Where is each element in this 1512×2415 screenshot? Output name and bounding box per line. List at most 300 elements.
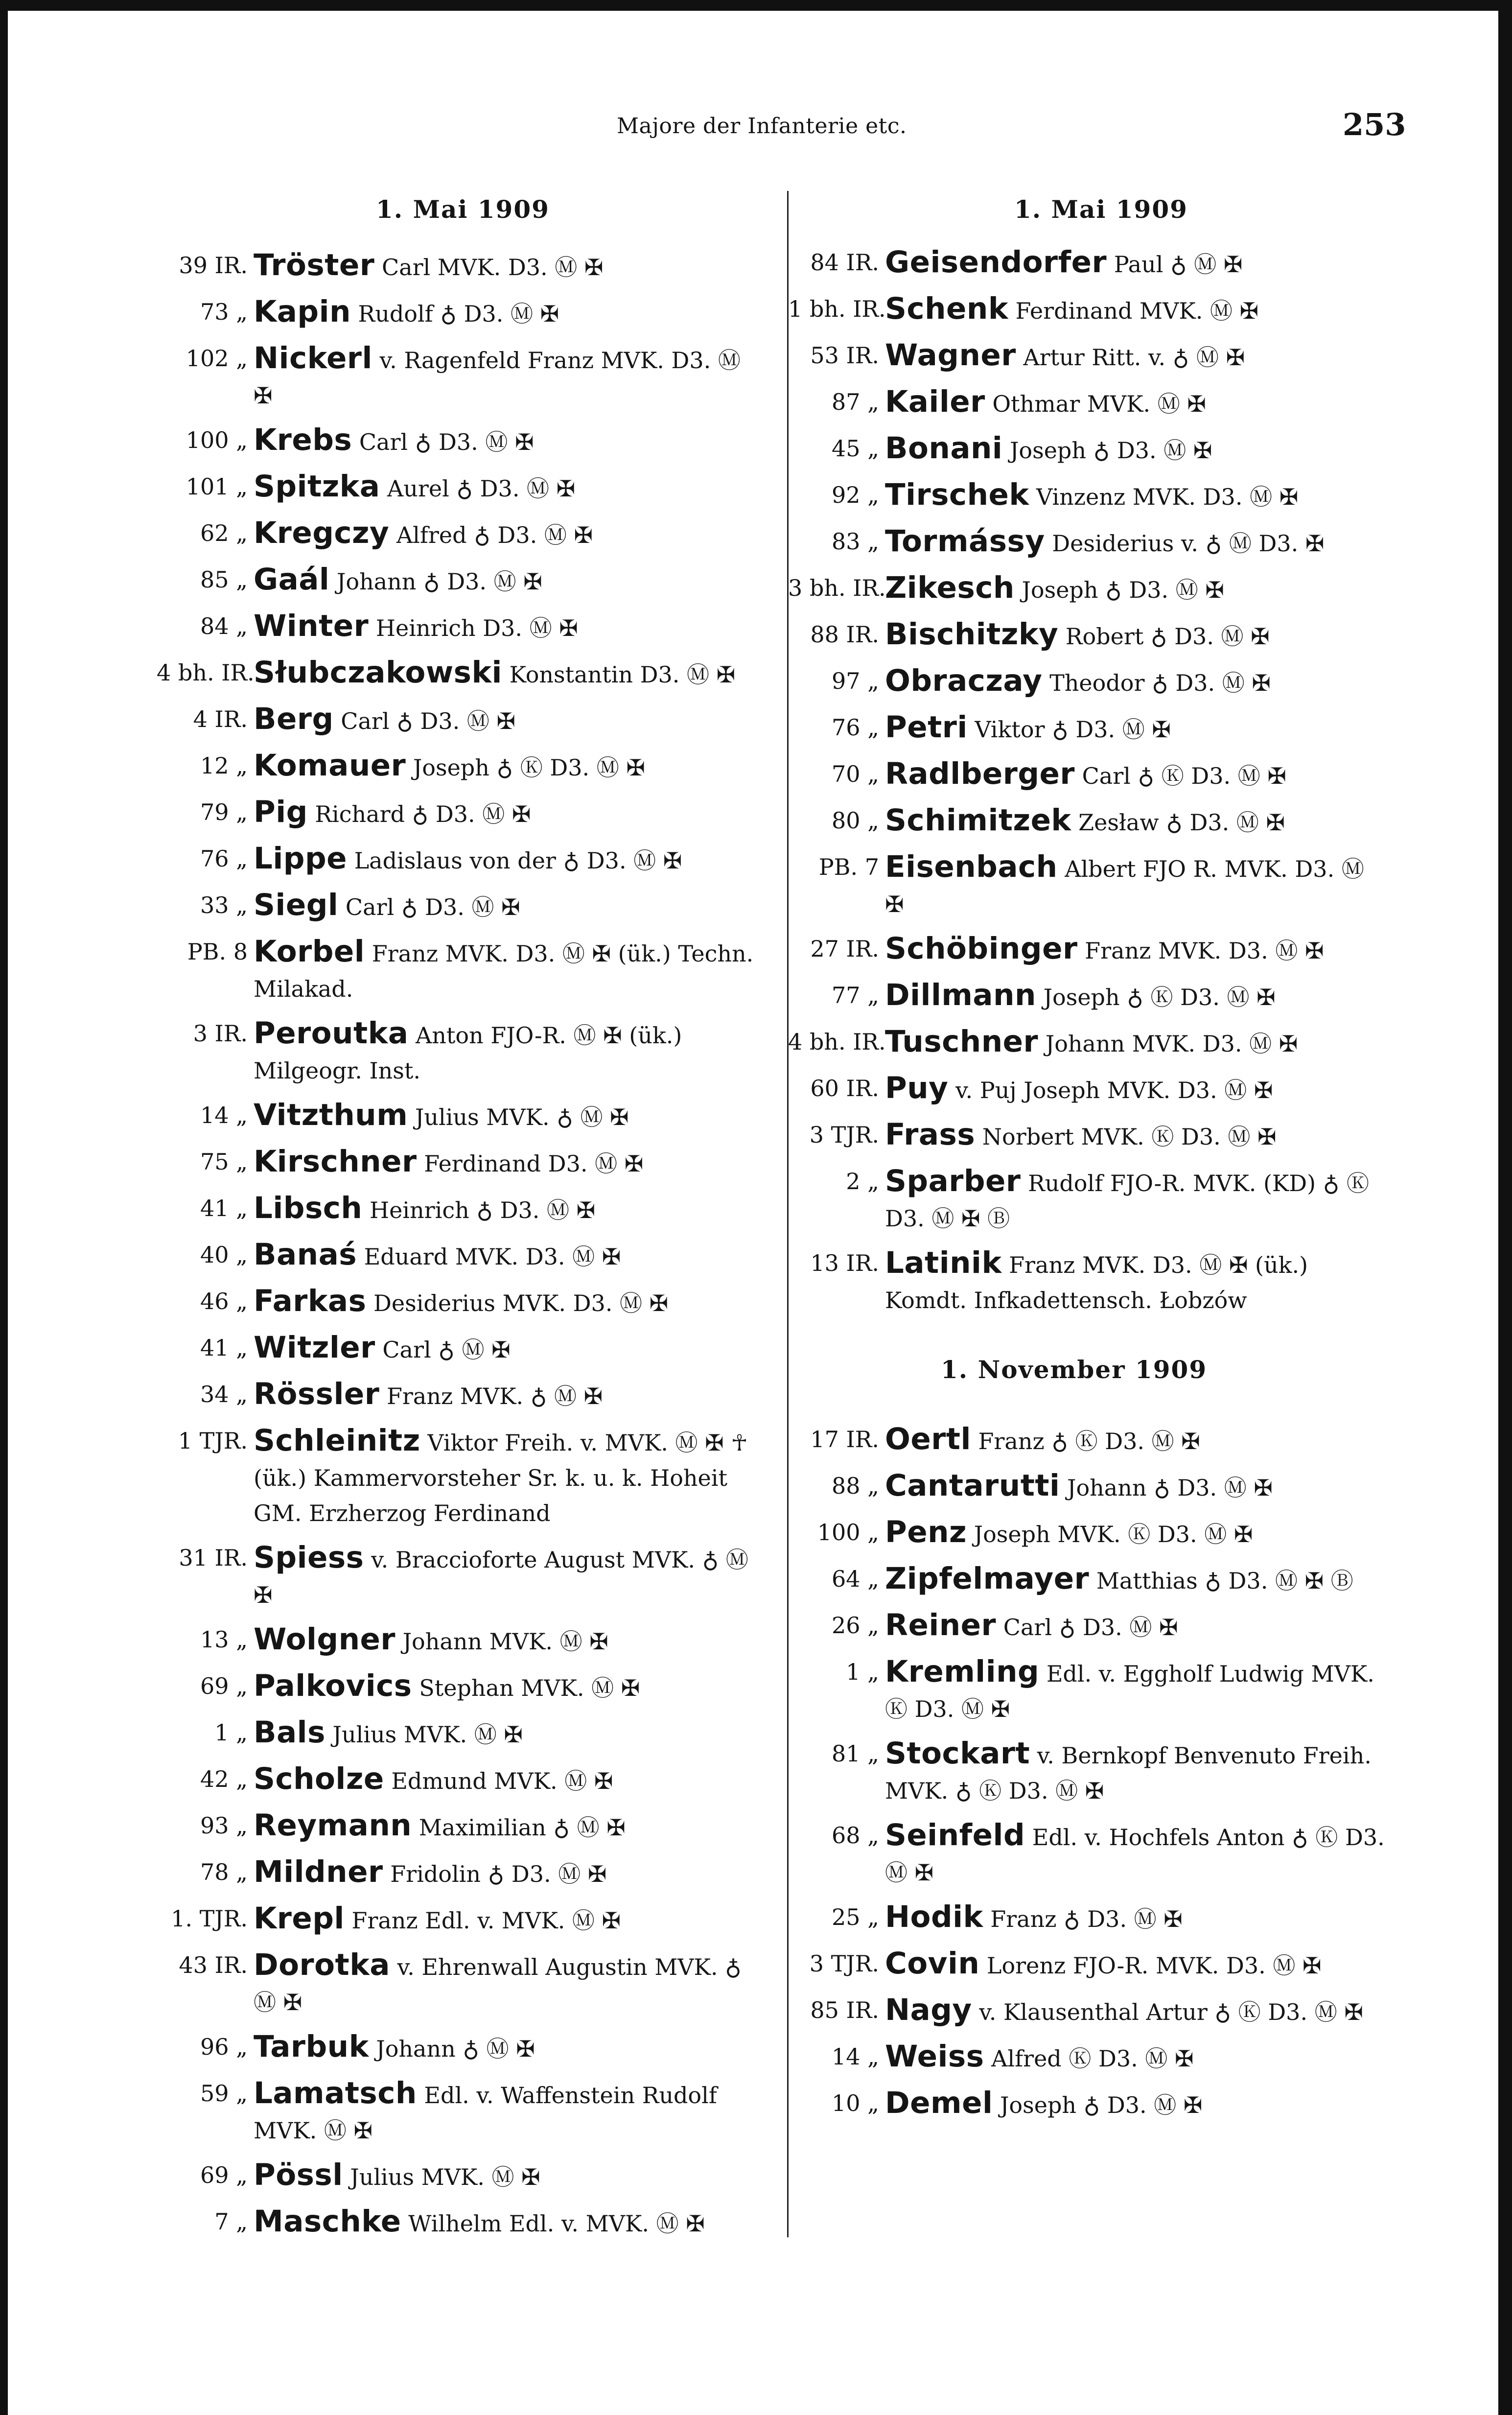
entry-text: [885, 1899, 1388, 1937]
officer-entry: [157, 1098, 766, 1135]
entry-text: [254, 1284, 766, 1321]
officer-entry: [157, 341, 766, 413]
officer-surname: Palkovics: [254, 1668, 412, 1703]
officer-surname: Siegl: [254, 888, 339, 922]
officer-entry: [157, 1423, 766, 1531]
entry-text: [254, 1715, 766, 1752]
unit-number: 101 „: [186, 473, 248, 500]
officer-details: Edl. v. Hochfels Anton ♁ Ⓚ D3. Ⓜ ✠: [885, 1824, 1385, 1886]
unit-number: 1. TJR.: [171, 1905, 248, 1932]
unit-number: 83 „: [832, 528, 879, 555]
unit-number: 43 IR.: [179, 1952, 248, 1978]
officer-surname: Tormássy: [885, 524, 1045, 559]
officer-surname: Kapin: [254, 294, 351, 329]
officer-entry: [788, 931, 1388, 968]
officer-entry: [157, 1622, 766, 1659]
entry-text: [254, 1144, 766, 1181]
entry-text: [885, 1736, 1388, 1808]
officer-details: Zesław ♁ D3. Ⓜ ✠: [1071, 809, 1285, 836]
entry-text: [885, 931, 1388, 968]
unit-number: 26 „: [832, 1612, 879, 1639]
officer-details: Joseph ♁ D3. Ⓜ ✠: [1002, 437, 1212, 464]
officer-details: Carl MVK. D3. Ⓜ ✠: [374, 254, 604, 281]
unit-number: 39 IR.: [179, 252, 248, 279]
page-number: 253: [1343, 107, 1406, 142]
officer-details: Johann ♁ D3. Ⓜ ✠: [1060, 1475, 1273, 1501]
officer-details: v. Klausenthal Artur ♁ Ⓚ D3. Ⓜ ✠: [972, 1999, 1363, 2025]
unit-number: 3 IR.: [193, 1020, 248, 1047]
officer-details: Joseph ♁ D3. Ⓜ ✠: [993, 2092, 1203, 2118]
officer-details: Heinrich D3. Ⓜ ✠: [369, 615, 578, 641]
officer-entry: [788, 756, 1388, 794]
entry-text: [254, 2204, 766, 2241]
unit-number: 76 „: [832, 714, 879, 741]
officer-details: v. Puj Joseph MVK. D3. Ⓜ ✠: [948, 1077, 1273, 1103]
officer-surname: Cantarutti: [885, 1468, 1060, 1503]
officer-entry: [788, 1736, 1388, 1808]
unit-number: 69 „: [200, 1673, 248, 1699]
officer-surname: Peroutka: [254, 1016, 409, 1051]
officer-entry: [788, 338, 1388, 375]
officer-surname: Korbel: [254, 934, 365, 969]
officer-surname: Libsch: [254, 1191, 363, 1225]
unit-number: 45 „: [832, 435, 879, 462]
officer-details: Julius MVK. Ⓜ ✠: [325, 1721, 523, 1748]
officer-surname: Kremling: [885, 1654, 1040, 1689]
entry-text: [254, 1901, 766, 1938]
entry-text: [254, 516, 766, 553]
officer-entry: [157, 248, 766, 285]
unit-number: 93 „: [200, 1812, 248, 1839]
unit-number: 41 „: [200, 1335, 248, 1361]
officer-surname: Penz: [885, 1515, 967, 1549]
unit-number: 77 „: [832, 982, 879, 1008]
unit-number: 84 IR.: [810, 249, 879, 276]
officer-surname: Schöbinger: [885, 931, 1078, 966]
officer-details: Ferdinand MVK. Ⓜ ✠: [1008, 298, 1259, 324]
unit-number: 59 „: [200, 2080, 248, 2107]
officer-entry: [788, 291, 1388, 328]
unit-number: 88 IR.: [810, 621, 879, 648]
officer-entry: [788, 1818, 1388, 1890]
officer-surname: Scholze: [254, 1761, 384, 1796]
unit-number: PB. 7: [818, 854, 879, 880]
officer-surname: Rössler: [254, 1377, 380, 1411]
officer-details: Eduard MVK. D3. Ⓜ ✠: [357, 1243, 621, 1270]
officer-details: Edl. v. Waffenstein Rudolf MVK. Ⓜ ✠: [254, 2082, 717, 2144]
unit-number: 80 „: [832, 807, 879, 834]
officer-details: Wilhelm Edl. v. MVK. Ⓜ ✠: [401, 2210, 705, 2237]
officer-surname: Mildner: [254, 1854, 383, 1889]
officer-details: Robert ♁ D3. Ⓜ ✠: [1058, 623, 1270, 650]
officer-entry: [788, 1024, 1388, 1061]
officer-entry: [157, 609, 766, 646]
officer-details: Norbert MVK. Ⓚ D3. Ⓜ ✠: [975, 1124, 1277, 1150]
unit-number: 68 „: [832, 1822, 879, 1849]
officer-entry: [157, 1901, 766, 1938]
entry-text: [254, 1540, 766, 1613]
officer-details: Desiderius v. ♁ Ⓜ D3. ✠: [1045, 530, 1325, 557]
entry-text: [254, 469, 766, 506]
officer-entry: [788, 803, 1388, 840]
officer-entry: [788, 849, 1388, 922]
officer-surname: Radlberger: [885, 756, 1075, 791]
officer-surname: Bonani: [885, 431, 1003, 466]
officer-entry: [157, 1330, 766, 1367]
officer-entry: [788, 524, 1388, 561]
unit-number: 10 „: [832, 2090, 879, 2116]
officer-entry: [788, 477, 1388, 515]
entry-text: [885, 1654, 1388, 1727]
officer-surname: Witzler: [254, 1330, 375, 1365]
officer-surname: Schleinitz: [254, 1423, 420, 1458]
officer-entry: [157, 1761, 766, 1799]
entry-text: [885, 291, 1388, 328]
unit-number: 12 „: [200, 752, 248, 779]
officer-surname: Spitzka: [254, 469, 380, 504]
officer-details: Carl ♁ Ⓜ ✠: [375, 1336, 511, 1363]
officer-details: Alfred ♁ D3. Ⓜ ✠: [389, 522, 593, 548]
unit-number: 46 „: [200, 1288, 248, 1314]
entry-text: [254, 655, 766, 692]
entry-text: [885, 338, 1388, 375]
entry-text: [254, 1237, 766, 1274]
november-list: [788, 1422, 1388, 2132]
unit-number: 92 „: [832, 482, 879, 508]
unit-number: 1 bh. IR.: [788, 296, 886, 322]
entry-text: [885, 710, 1388, 747]
unit-number: 2 „: [846, 1168, 879, 1195]
officer-surname: Eisenbach: [885, 849, 1058, 884]
officer-entry: [157, 1540, 766, 1613]
entry-text: [885, 756, 1388, 794]
officer-entry: [157, 1191, 766, 1228]
entry-text: [254, 1423, 766, 1531]
unit-number: 96 „: [200, 2034, 248, 2060]
officer-details: Franz MVK. D3. Ⓜ ✠ (ük.) Techn. Milakad.: [254, 940, 754, 1002]
officer-details: v. Braccioforte August MVK. ♁ Ⓜ ✠: [254, 1547, 748, 1608]
officer-entry: [157, 469, 766, 506]
unit-number: 27 IR.: [810, 936, 879, 962]
unit-number: 75 „: [200, 1149, 248, 1175]
officer-surname: Covin: [885, 1946, 980, 1981]
officer-surname: Pössl: [254, 2157, 343, 2192]
entry-text: [254, 248, 766, 285]
unit-number: 7 „: [214, 2208, 248, 2235]
entry-text: [885, 570, 1388, 608]
officer-details: v. Ragenfeld Franz MVK. D3. Ⓜ ✠: [254, 347, 741, 409]
unit-number: 4 bh. IR.: [788, 1029, 886, 1055]
unit-number: 1 „: [846, 1659, 879, 1685]
officer-surname: Kailer: [885, 384, 985, 419]
entry-text: [254, 748, 766, 785]
officer-entry: [788, 1608, 1388, 1645]
officer-entry: [157, 934, 766, 1007]
unit-number: 85 IR.: [810, 1997, 879, 2023]
officer-entry: [788, 1993, 1388, 2030]
unit-number: PB. 8: [187, 938, 248, 965]
officer-entry: [157, 748, 766, 785]
officer-entry: [788, 710, 1388, 747]
officer-surname: Petri: [885, 710, 968, 745]
entry-text: [254, 888, 766, 925]
entry-text: [885, 1245, 1388, 1318]
officer-surname: Farkas: [254, 1284, 367, 1318]
entry-text: [254, 294, 766, 331]
officer-entry: [157, 294, 766, 331]
running-title: Majore der Infanterie etc.: [617, 114, 907, 139]
unit-number: 69 „: [200, 2162, 248, 2188]
entry-text: [254, 1377, 766, 1414]
scan-border-top: [0, 0, 1512, 11]
officer-surname: Reymann: [254, 1808, 412, 1843]
officer-entry: [157, 2029, 766, 2066]
officer-surname: Tirschek: [885, 477, 1029, 512]
officer-details: Joseph ♁ Ⓚ D3. Ⓜ ✠: [1036, 984, 1276, 1010]
officer-details: Carl ♁ D3. Ⓜ ✠: [333, 708, 515, 734]
unit-number: 102 „: [186, 345, 248, 372]
unit-number: 73 „: [200, 299, 248, 325]
entry-text: [254, 1668, 766, 1706]
entry-text: [254, 609, 766, 646]
officer-entry: [157, 2076, 766, 2148]
officer-details: Johann ♁ Ⓜ ✠: [369, 2036, 535, 2062]
entry-text: [254, 562, 766, 599]
right-column-heading: 1. Mai 1909: [1014, 195, 1188, 224]
entry-text: [254, 1098, 766, 1135]
officer-surname: Krebs: [254, 422, 352, 457]
entry-text: [254, 2157, 766, 2195]
officer-entry: [788, 570, 1388, 608]
unit-number: 25 „: [832, 1904, 879, 1930]
entry-text: [885, 1164, 1388, 1236]
officer-entry: [157, 516, 766, 553]
entry-text: [885, 477, 1388, 515]
officer-entry: [157, 888, 766, 925]
officer-entry: [157, 655, 766, 692]
officer-details: Viktor Freih. v. MVK. Ⓜ ✠ ☥ (ük.) Kammervorsteher Sr. k. u. k. Hoheit GM. Erzherzog Ferdinand: [254, 1430, 748, 1526]
officer-entry: [157, 2157, 766, 2195]
officer-surname: Bischitzky: [885, 617, 1059, 652]
entry-text: [885, 1024, 1388, 1061]
entry-text: [254, 841, 766, 878]
officer-entry: [788, 1561, 1388, 1598]
unit-number: 1 TJR.: [178, 1428, 248, 1454]
entry-text: [885, 431, 1388, 468]
entry-text: [885, 663, 1388, 701]
unit-number: 14 „: [832, 2043, 879, 2070]
officer-details: Anton FJO-R. Ⓜ ✠ (ük.) Milgeogr. Inst.: [254, 1022, 682, 1084]
officer-details: Carl ♁ D3. Ⓜ ✠: [996, 1614, 1178, 1641]
unit-number: 17 IR.: [810, 1426, 879, 1453]
officer-entry: [157, 795, 766, 832]
entry-text: [254, 795, 766, 832]
officer-details: Franz Edl. v. MVK. Ⓜ ✠: [344, 1907, 621, 1934]
officer-surname: Puy: [885, 1071, 949, 1105]
unit-number: 4 IR.: [193, 706, 248, 732]
officer-surname: Obraczay: [885, 663, 1043, 698]
entry-text: [885, 1561, 1388, 1598]
officer-details: Ladislaus von der ♁ D3. Ⓜ ✠: [347, 847, 682, 874]
unit-number: 14 „: [200, 1102, 248, 1128]
officer-details: Othmar MVK. Ⓜ ✠: [985, 391, 1206, 417]
officer-details: Carl ♁ D3. Ⓜ ✠: [352, 429, 534, 455]
officer-surname: Schenk: [885, 291, 1008, 326]
officer-entry: [788, 1164, 1388, 1236]
unit-number: 13 „: [200, 1626, 248, 1653]
officer-surname: Pig: [254, 795, 308, 829]
officer-details: Carl ♁ Ⓚ D3. Ⓜ ✠: [1074, 763, 1286, 789]
officer-details: Johann ♁ D3. Ⓜ ✠: [329, 568, 542, 595]
unit-number: 34 „: [200, 1381, 248, 1407]
entry-text: [885, 2086, 1388, 2123]
officer-details: Maximilian ♁ Ⓜ ✠: [412, 1814, 626, 1841]
officer-details: Joseph ♁ D3. Ⓜ ✠: [1014, 577, 1224, 603]
scan-border-right: [1498, 0, 1512, 2415]
unit-number: 100 „: [817, 1519, 879, 1546]
entry-text: [885, 1117, 1388, 1154]
officer-entry: [788, 245, 1388, 282]
officer-entry: [157, 1237, 766, 1274]
unit-number: 40 „: [200, 1242, 248, 1268]
entry-text: [885, 1422, 1388, 1459]
entry-text: [254, 1808, 766, 1845]
unit-number: 88 „: [832, 1473, 879, 1499]
officer-entry: [157, 1284, 766, 1321]
officer-surname: Sparber: [885, 1164, 1021, 1198]
officer-surname: Reiner: [885, 1608, 997, 1642]
left-column-list: [157, 248, 766, 2251]
officer-entry: [157, 1144, 766, 1181]
unit-number: 60 IR.: [810, 1075, 879, 1102]
unit-number: 13 IR.: [810, 1250, 879, 1276]
officer-entry: [788, 1422, 1388, 1459]
officer-details: Richard ♁ D3. Ⓜ ✠: [307, 801, 531, 827]
officer-surname: Wagner: [885, 338, 1016, 373]
entry-text: [254, 341, 766, 413]
officer-surname: Dorotka: [254, 1947, 390, 1982]
officer-details: Julius MVK. Ⓜ ✠: [343, 2164, 540, 2190]
officer-surname: Schimitzek: [885, 803, 1071, 838]
officer-entry: [788, 2086, 1388, 2123]
officer-details: Franz MVK. D3. Ⓜ ✠ (ük.) Komdt. Infkadettensch. Łobzów: [885, 1252, 1308, 1313]
unit-number: 31 IR.: [179, 1545, 248, 1571]
officer-entry: [157, 422, 766, 460]
officer-surname: Bals: [254, 1715, 326, 1750]
entry-text: [254, 2029, 766, 2066]
officer-surname: Hodik: [885, 1899, 983, 1934]
officer-details: Theodor ♁ D3. Ⓜ ✠: [1042, 670, 1271, 696]
unit-number: 33 „: [200, 892, 248, 918]
officer-details: Desiderius MVK. D3. Ⓜ ✠: [366, 1290, 669, 1316]
officer-surname: Lamatsch: [254, 2076, 417, 2110]
entry-text: [885, 384, 1388, 422]
entry-text: [885, 524, 1388, 561]
officer-surname: Winter: [254, 609, 369, 643]
unit-number: 62 „: [200, 520, 248, 546]
officer-details: Albert FJO R. MVK. D3. Ⓜ ✠: [885, 856, 1364, 917]
officer-surname: Tarbuk: [254, 2029, 369, 2064]
officer-entry: [788, 1654, 1388, 1727]
entry-text: [885, 1468, 1388, 1505]
unit-number: 3 TJR.: [809, 1950, 879, 1977]
officer-surname: Nagy: [885, 1993, 972, 2027]
unit-number: 3 bh. IR.: [788, 575, 886, 601]
entry-text: [254, 1016, 766, 1088]
officer-details: Joseph MVK. Ⓚ D3. Ⓜ ✠: [967, 1521, 1253, 1547]
unit-number: 81 „: [832, 1740, 879, 1767]
officer-entry: [157, 1016, 766, 1088]
officer-surname: Tuschner: [885, 1024, 1039, 1059]
officer-entry: [788, 384, 1388, 422]
officer-details: Rudolf ♁ D3. Ⓜ ✠: [350, 301, 559, 327]
right-column-list: [788, 245, 1388, 1327]
unit-number: 70 „: [832, 761, 879, 787]
officer-details: Aurel ♁ D3. Ⓜ ✠: [380, 475, 576, 502]
officer-surname: Vitzthum: [254, 1098, 408, 1132]
officer-entry: [157, 1377, 766, 1414]
entry-text: [885, 1515, 1388, 1552]
unit-number: 84 „: [200, 613, 248, 639]
officer-details: Heinrich ♁ D3. Ⓜ ✠: [362, 1197, 596, 1223]
officer-details: Franz ♁ D3. Ⓜ ✠: [983, 1906, 1183, 1932]
officer-details: Alfred Ⓚ D3. Ⓜ ✠: [984, 2045, 1194, 2072]
officer-entry: [157, 1715, 766, 1752]
officer-surname: Dillmann: [885, 978, 1036, 1012]
officer-surname: Berg: [254, 702, 334, 736]
officer-surname: Kregczy: [254, 516, 390, 550]
officer-entry: [157, 562, 766, 599]
entry-text: [254, 1191, 766, 1228]
officer-details: v. Bernkopf Benvenuto Freih. MVK. ♁ Ⓚ D3. Ⓜ ✠: [885, 1742, 1372, 1804]
officer-details: Franz MVK. ♁ Ⓜ ✠: [379, 1383, 603, 1409]
officer-details: Edl. v. Eggholf Ludwig MVK. Ⓚ D3. Ⓜ ✠: [885, 1661, 1374, 1722]
officer-entry: [157, 841, 766, 878]
officer-surname: Oertl: [885, 1422, 971, 1456]
unit-number: 64 „: [832, 1566, 879, 1592]
officer-entry: [788, 617, 1388, 654]
officer-entry: [788, 2039, 1388, 2076]
unit-number: 53 IR.: [810, 342, 879, 369]
officer-entry: [157, 1808, 766, 1845]
entry-text: [885, 803, 1388, 840]
entry-text: [885, 1993, 1388, 2030]
entry-text: [885, 2039, 1388, 2076]
unit-number: 100 „: [186, 427, 248, 453]
officer-details: Viktor ♁ D3. Ⓜ ✠: [967, 716, 1171, 743]
entry-text: [254, 1947, 766, 2020]
officer-details: Vinzenz MVK. D3. Ⓜ ✠: [1029, 484, 1299, 510]
officer-surname: Wolgner: [254, 1622, 395, 1657]
officer-entry: [788, 1071, 1388, 1108]
entry-text: [254, 702, 766, 739]
entry-text: [254, 1761, 766, 1799]
officer-surname: Banaś: [254, 1237, 357, 1272]
officer-surname: Nickerl: [254, 341, 372, 375]
officer-surname: Lippe: [254, 841, 347, 876]
officer-surname: Słubczakowski: [254, 655, 502, 690]
officer-surname: Seinfeld: [885, 1818, 1025, 1852]
officer-details: Paul ♁ Ⓜ ✠: [1107, 251, 1243, 278]
officer-surname: Tröster: [254, 248, 375, 282]
officer-surname: Krepl: [254, 1901, 345, 1936]
officer-entry: [157, 2204, 766, 2241]
entry-text: [885, 1946, 1388, 1983]
unit-number: 78 „: [200, 1859, 248, 1885]
officer-entry: [788, 1946, 1388, 1983]
entry-text: [254, 1330, 766, 1367]
unit-number: 4 bh. IR.: [157, 659, 255, 686]
